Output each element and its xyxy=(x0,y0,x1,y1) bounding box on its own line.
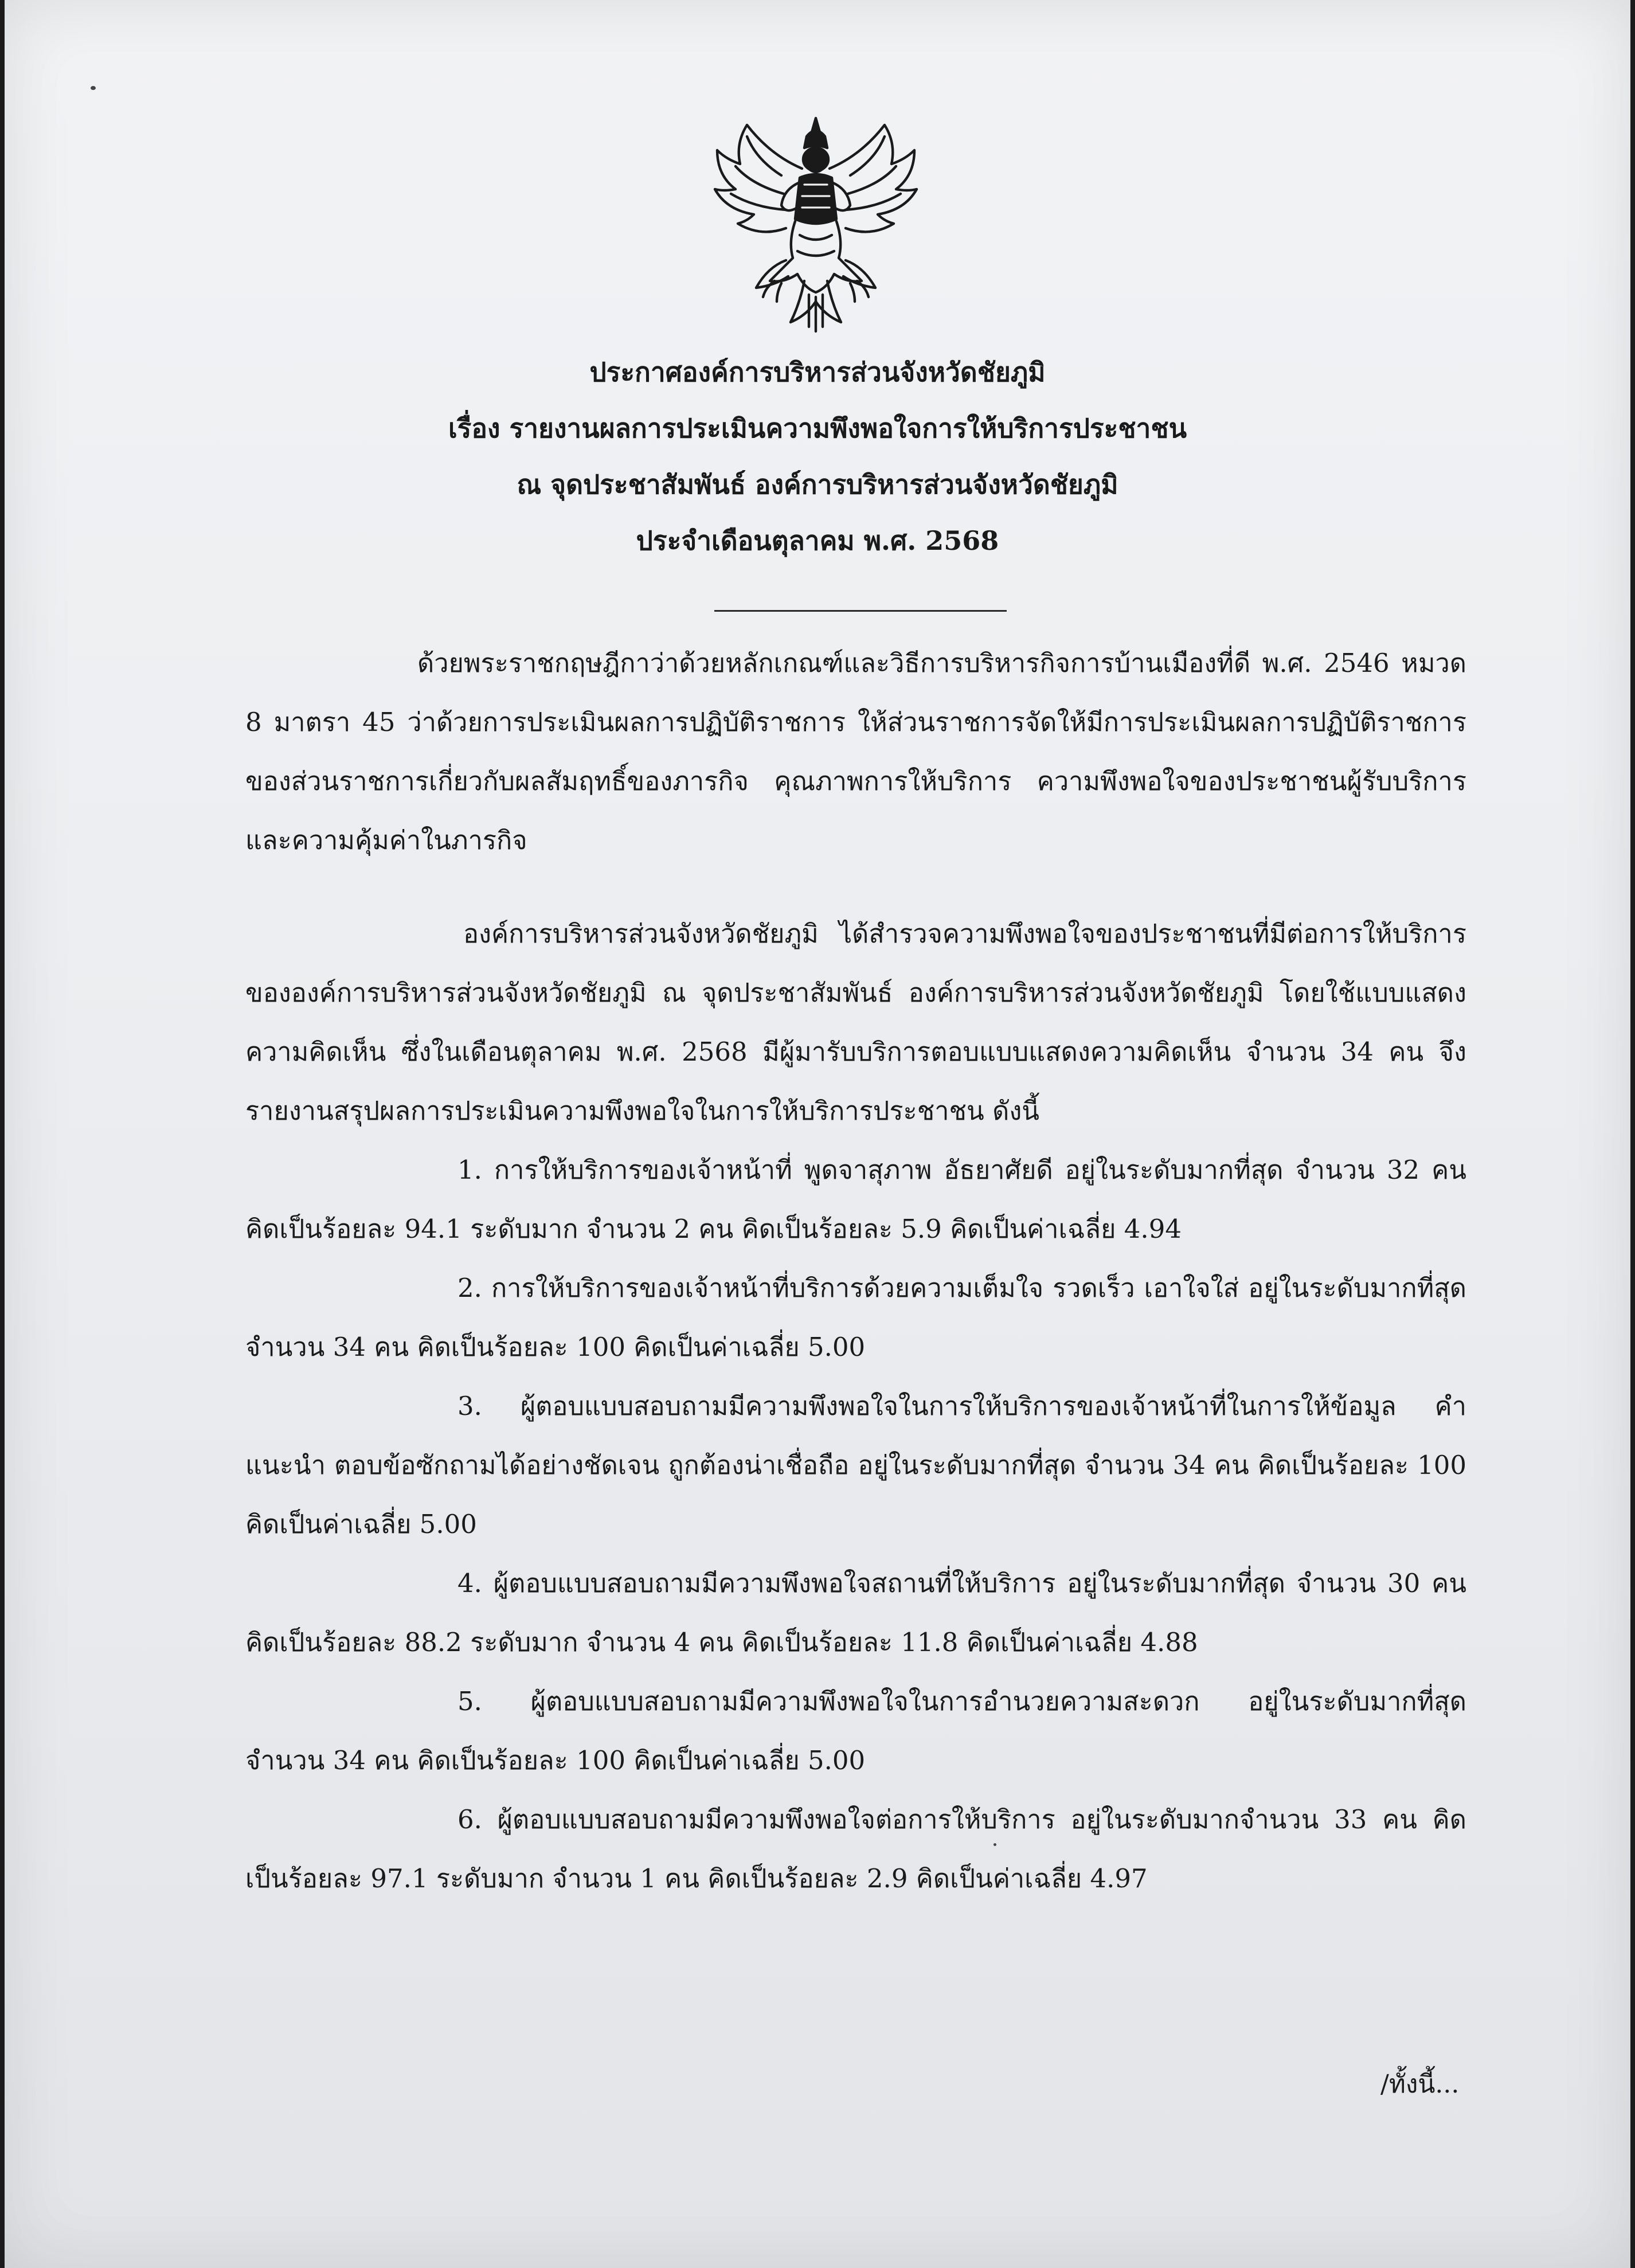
garuda-emblem-icon xyxy=(701,109,930,338)
result-item-2: 2. การให้บริการของเจ้าหน้าที่บริการด้วยความเต็มใจ รวดเร็ว เอาใจใส่ อยู่ในระดับมากที่สุด จำนวน 34 คน คิดเป็นร้อยละ 100 คิดเป็นค่าเฉลี่ย 5.00 xyxy=(245,1273,1466,1362)
continuation-marker: /ทั้งนี้... xyxy=(1380,2070,1460,2099)
result-item-4: 4. ผู้ตอบแบบสอบถามมีความพึงพอใจสถานที่ให้บริการ อยู่ในระดับมากที่สุด จำนวน 30 คน คิดเป็นร้อยละ 88.2 ระดับมาก จำนวน 4 คน คิดเป็นร้อยละ 11.8 คิดเป็นค่าเฉลี่ย 4.88 xyxy=(245,1568,1466,1657)
header-location: ณ จุดประชาสัมพันธ์ องค์การบริหารส่วนจังหวัดชัยภูมิ xyxy=(517,469,1118,500)
header-divider xyxy=(714,610,1007,612)
header-period: ประจำเดือนตุลาคม พ.ศ. 2568 xyxy=(636,525,999,556)
document-body xyxy=(245,634,1466,1908)
paragraph-survey-summary: องค์การบริหารส่วนจังหวัดชัยภูมิ ได้สำรวจความพึงพอใจของประชาชนที่มีต่อการให้บริการขององค์การบริหารส่วนจังหวัดชัยภูมิ ณ จุดประชาสัมพันธ์ องค์การบริหารส่วนจังหวัดชัยภูมิ โดยใช้แบบแสดงความคิดเห็น ซึ่งในเดือนตุลาคม พ.ศ. 2568 มีผู้มารับบริการตอบแบบแสดงความคิดเห็น จำนวน 34 คน จึงรายงานสรุปผลการประเมินความพึงพอใจในการให้บริการประชาชน ดังนี้ xyxy=(245,918,1466,1126)
header-subject: เรื่อง รายงานผลการประเมินความพึงพอใจการให้บริการประชาชน xyxy=(448,413,1187,444)
paper-speck xyxy=(993,1843,996,1846)
result-item-1: 1. การให้บริการของเจ้าหน้าที่ พูดจาสุภาพ อัธยาศัยดี อยู่ในระดับมากที่สุด จำนวน 32 คน คิดเป็นร้อยละ 94.1 ระดับมาก จำนวน 2 คน คิดเป็นร้อยละ 5.9 คิดเป็นค่าเฉลี่ย 4.94 xyxy=(245,1155,1466,1244)
paragraph-legal-basis: ด้วยพระราชกฤษฎีกาว่าด้วยหลักเกณฑ์และวิธีการบริหารกิจการบ้านเมืองที่ดี พ.ศ. 2546 หมวด 8 มาตรา 45 ว่าด้วยการประเมินผลการปฏิบัติราชการ ให้ส่วนราชการจัดให้มีการประเมินผลการปฏิบัติราชการของส่วนราชการเกี่ยวกับผลสัมฤทธิ์ของภารกิจ คุณภาพการให้บริการ ความพึงพอใจของประชาชนผู้รับบริการ และความคุ้มค่าในภารกิจ xyxy=(245,648,1466,855)
header-issuer: ประกาศองค์การบริหารส่วนจังหวัดชัยภูมิ xyxy=(589,357,1046,388)
document-page xyxy=(5,0,1630,2268)
result-item-5: 5. ผู้ตอบแบบสอบถามมีความพึงพอใจในการอำนวยความสะดวก อยู่ในระดับมากที่สุด จำนวน 34 คน คิดเป็นร้อยละ 100 คิดเป็นค่าเฉลี่ย 5.00 xyxy=(245,1686,1466,1776)
announcement-header xyxy=(177,344,1458,569)
result-item-3: 3. ผู้ตอบแบบสอบถามมีความพึงพอใจในการให้บริการของเจ้าหน้าที่ในการให้ข้อมูล คำแนะนำ ตอบข้อซักถามได้อย่างชัดเจน ถูกต้องน่าเชื่อถือ อยู่ในระดับมากที่สุด จำนวน 34 คน คิดเป็นร้อยละ 100 คิดเป็นค่าเฉลี่ย 5.00 xyxy=(245,1391,1466,1539)
paper-speck xyxy=(91,86,96,90)
result-item-6: 6. ผู้ตอบแบบสอบถามมีความพึงพอใจต่อการให้บริการ อยู่ในระดับมากจำนวน 33 คน คิดเป็นร้อยละ 97.1 ระดับมาก จำนวน 1 คน คิดเป็นร้อยละ 2.9 คิดเป็นค่าเฉลี่ย 4.97 xyxy=(245,1804,1466,1894)
